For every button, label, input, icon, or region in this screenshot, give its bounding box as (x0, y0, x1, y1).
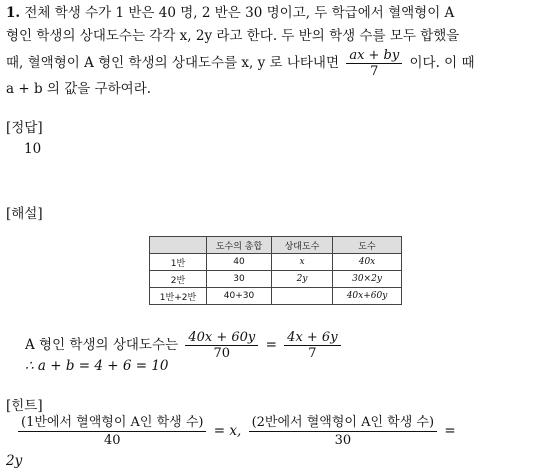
table-cell: 40+30 (207, 288, 272, 305)
solution-equation-text: A 형인 학생의 상대도수는 (25, 337, 179, 353)
solution-equation (25, 330, 344, 361)
table-cell: 2반 (150, 271, 207, 288)
table-cell: 2y (272, 271, 333, 288)
problem-line-2: 형인 학생의 상대도수는 각각 x, 2y 라고 한다. 두 반의 학생 수를 모두 합했을 (6, 28, 460, 44)
problem-fraction-numerator: ax + by (346, 48, 402, 64)
problem-line-1 (6, 2, 534, 25)
table-cell: 30 (207, 271, 272, 288)
hint-fraction-1-denominator: 40 (103, 433, 121, 448)
hint-last: 2y (6, 453, 23, 469)
solution-heading: [해설] (6, 206, 43, 222)
table-header-row (150, 237, 402, 254)
solution-fraction-2-numerator: 4x + 6y (284, 330, 340, 346)
problem-fraction (346, 48, 402, 79)
table-header-cell: 도수 (333, 237, 402, 254)
problem-line-3-tail: 이다. 이 때 (409, 55, 475, 71)
hint-fraction-2-denominator: 30 (334, 433, 352, 448)
hint-middle: = x, (213, 423, 242, 439)
solution-fraction-1-numerator: 40x + 60y (185, 330, 258, 346)
table-cell: 1반 (150, 254, 207, 271)
table-cell: 30×2y (333, 271, 402, 288)
table-cell: 40x+60y (333, 288, 402, 305)
table-row (150, 288, 402, 305)
hint-fraction-2-numerator: (2반에서 혈액형이 A인 학생 수) (249, 414, 437, 432)
problem-text (6, 2, 534, 101)
answer-heading: [정답] (6, 120, 43, 136)
table-cell: 40 (207, 254, 272, 271)
hint-tail: = (444, 423, 456, 439)
table-row (150, 254, 402, 271)
hint-heading: [힌트] (6, 398, 43, 414)
problem-line-3-text: 때, 혈액형이 A 형인 학생의 상대도수를 x, y 로 나타내면 (6, 55, 340, 71)
table-cell (272, 288, 333, 305)
table-header-cell: 도수의 총합 (207, 237, 272, 254)
table-header-cell (150, 237, 207, 254)
table-cell: 40x (333, 254, 402, 271)
solution-fraction-1 (185, 330, 258, 361)
hint-equation (6, 414, 456, 449)
table-header-cell: 상대도수 (272, 237, 333, 254)
problem-line-3 (6, 48, 534, 78)
table-row (150, 271, 402, 288)
equals-sign: = (265, 337, 277, 353)
hint-fraction-1 (18, 414, 206, 449)
table-cell: 1반+2반 (150, 288, 207, 305)
solution-conclusion: ∴ a + b = 4 + 6 = 10 (25, 358, 169, 374)
solution-fraction-2 (284, 330, 340, 361)
solution-fraction-1-denominator: 70 (213, 346, 231, 361)
problem-fraction-denominator: 7 (370, 64, 379, 79)
answer-value: 10 (24, 141, 42, 157)
hint-fraction-2 (249, 414, 437, 449)
problem-line-4: a + b 의 값을 구하여라. (6, 81, 152, 97)
hint-fraction-1-numerator: (1반에서 혈액형이 A인 학생 수) (18, 414, 206, 432)
frequency-table (149, 236, 402, 305)
problem-number: 1. (6, 5, 21, 21)
solution-fraction-2-denominator: 7 (308, 346, 317, 361)
problem-line-1-text: 전체 학생 수가 1 반은 40 명, 2 반은 30 명이고, 두 학급에서 혈액형이 A (24, 5, 455, 21)
table-cell: x (272, 254, 333, 271)
